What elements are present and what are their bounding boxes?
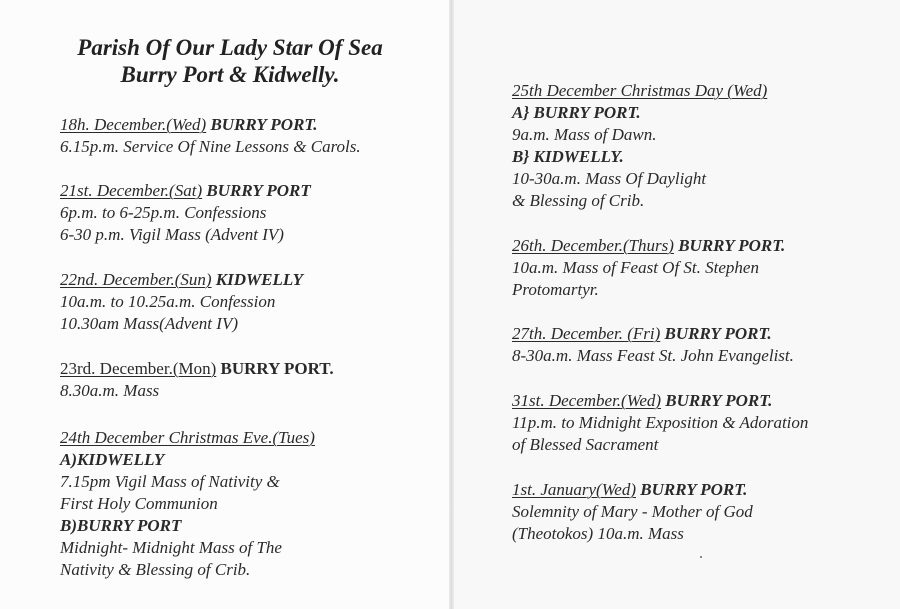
entry-date: 27th. December. (Fri) <box>512 324 661 343</box>
entry-line: 6.15p.m. Service Of Nine Lessons & Carols. <box>60 137 361 156</box>
entry-subheading: A} BURRY PORT. <box>512 103 641 122</box>
entry-line: 8.30a.m. Mass <box>60 381 160 400</box>
entry-place: BURRY PORT. <box>678 236 786 255</box>
entry-subheading: A)KIDWELLY <box>60 450 165 469</box>
parish-title <box>30 34 430 88</box>
entry-date: 23rd. December.(Mon) <box>60 359 217 378</box>
entry-line: of Blessed Sacrament <box>512 435 659 454</box>
entry-line: Solemnity of Mary - Mother of God <box>512 502 753 521</box>
entry-31-dec <box>512 390 808 456</box>
right-page <box>454 0 900 609</box>
entry-line: 10.30am Mass(Advent IV) <box>60 314 238 333</box>
entry-line: Nativity & Blessing of Crib. <box>60 560 251 579</box>
entry-place: BURRY PORT. <box>664 324 772 343</box>
entry-place: BURRY PORT. <box>210 115 318 134</box>
entry-place: BURRY PORT <box>206 181 311 200</box>
entry-line: Midnight- Midnight Mass of The <box>60 538 282 557</box>
entry-27-dec <box>512 323 794 367</box>
entry-place: BURRY PORT. <box>665 391 773 410</box>
parish-title-line1: Parish Of Our Lady Star Of Sea <box>77 35 383 60</box>
entry-line: 11p.m. to Midnight Exposition & Adoration <box>512 413 809 432</box>
entry-23-dec <box>60 358 334 402</box>
entry-26-dec <box>512 235 785 301</box>
entry-line: Protomartyr. <box>512 280 599 299</box>
entry-22-dec <box>60 269 303 335</box>
entry-date: 24th December Christmas Eve.(Tues) <box>60 428 315 447</box>
entry-place: BURRY PORT. <box>220 359 334 378</box>
entry-place: KIDWELLY <box>215 270 304 289</box>
entry-date: 1st. January(Wed) <box>512 480 637 499</box>
entry-place: BURRY PORT. <box>640 480 748 499</box>
entry-line: 6-30 p.m. Vigil Mass (Advent IV) <box>60 225 284 244</box>
entry-line: 8-30a.m. Mass Feast St. John Evangelist. <box>512 346 794 365</box>
entry-25-dec <box>512 80 767 212</box>
entry-date: 18h. December.(Wed) <box>60 115 207 134</box>
entry-date: 26th. December.(Thurs) <box>512 236 674 255</box>
entry-18-dec <box>60 114 361 158</box>
entry-date: 21st. December.(Sat) <box>60 181 203 200</box>
entry-line: 10-30a.m. Mass Of Daylight <box>512 169 707 188</box>
entry-24-dec <box>60 427 315 581</box>
entry-line: 10a.m. Mass of Feast Of St. Stephen <box>512 258 759 277</box>
entry-subheading: B} KIDWELLY. <box>512 147 624 166</box>
entry-subheading: B)BURRY PORT <box>60 516 182 535</box>
entry-line: 6p.m. to 6-25p.m. Confessions <box>60 203 267 222</box>
entry-line: 9a.m. Mass of Dawn. <box>512 125 657 144</box>
entry-date: 25th December Christmas Day (Wed) <box>512 81 768 100</box>
entry-1-jan <box>512 479 753 545</box>
entry-date: 31st. December.(Wed) <box>512 391 662 410</box>
entry-line: 7.15pm Vigil Mass of Nativity & <box>60 472 280 491</box>
entry-date: 22nd. December.(Sun) <box>60 270 212 289</box>
entry-line: 10a.m. to 10.25a.m. Confession <box>60 292 276 311</box>
entry-21-dec <box>60 180 311 246</box>
parish-title-line2: Burry Port & Kidwelly. <box>120 62 340 87</box>
scan-speck <box>700 556 702 558</box>
entry-line: First Holy Communion <box>60 494 218 513</box>
entry-line: & Blessing of Crib. <box>512 191 645 210</box>
entry-line: (Theotokos) 10a.m. Mass <box>512 524 684 543</box>
